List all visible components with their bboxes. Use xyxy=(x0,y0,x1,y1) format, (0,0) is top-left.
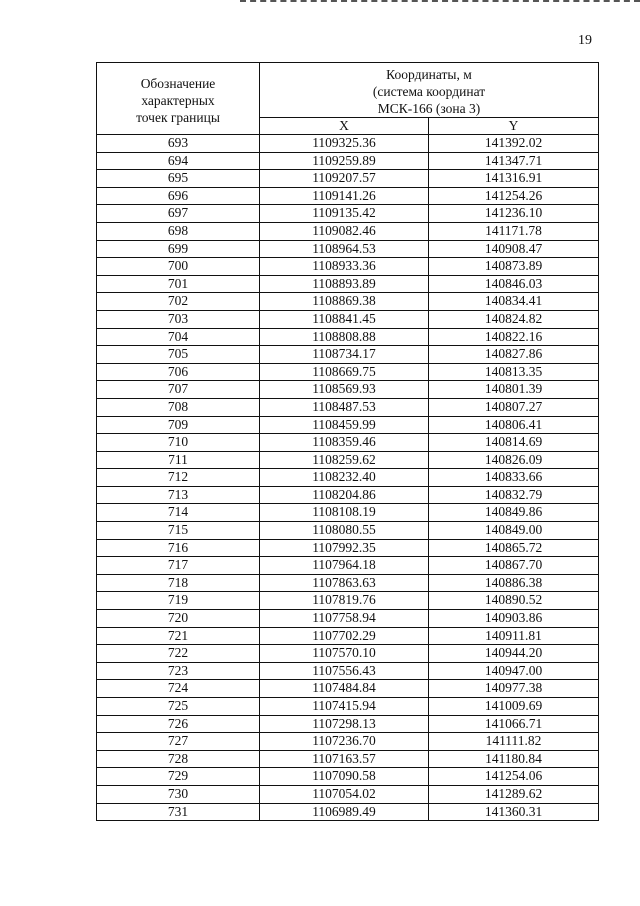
table-row xyxy=(97,381,599,399)
scan-artifact-line xyxy=(240,0,640,6)
y-coordinate-cell: 140801.39 xyxy=(429,381,599,399)
point-id-cell: 694 xyxy=(97,152,260,170)
y-coordinate-cell: 140867.70 xyxy=(429,557,599,575)
y-coordinate-cell: 140806.41 xyxy=(429,416,599,434)
point-id-cell: 713 xyxy=(97,486,260,504)
table-row xyxy=(97,645,599,663)
point-id-cell: 709 xyxy=(97,416,260,434)
y-coordinate-cell: 140834.41 xyxy=(429,293,599,311)
x-coordinate-cell: 1107484.84 xyxy=(260,680,429,698)
point-id-cell: 705 xyxy=(97,346,260,364)
table-row xyxy=(97,662,599,680)
point-id-cell: 701 xyxy=(97,275,260,293)
point-id-cell: 702 xyxy=(97,293,260,311)
table-row xyxy=(97,574,599,592)
point-id-cell: 695 xyxy=(97,170,260,188)
y-coordinate-cell: 140832.79 xyxy=(429,486,599,504)
y-coordinate-cell: 140903.86 xyxy=(429,610,599,628)
point-id-cell: 718 xyxy=(97,574,260,592)
table-row xyxy=(97,592,599,610)
point-id-cell: 697 xyxy=(97,205,260,223)
x-coordinate-cell: 1107054.02 xyxy=(260,785,429,803)
y-coordinate-cell: 141066.71 xyxy=(429,715,599,733)
x-coordinate-cell: 1108232.40 xyxy=(260,469,429,487)
point-id-cell: 707 xyxy=(97,381,260,399)
point-id-cell: 725 xyxy=(97,698,260,716)
x-coordinate-cell: 1107163.57 xyxy=(260,750,429,768)
x-coordinate-cell: 1108669.75 xyxy=(260,363,429,381)
coordinates-table xyxy=(96,62,599,821)
x-coordinate-cell: 1108964.53 xyxy=(260,240,429,258)
x-coordinate-cell: 1108487.53 xyxy=(260,398,429,416)
x-coordinate-cell: 1108933.36 xyxy=(260,258,429,276)
y-coordinate-cell: 141254.26 xyxy=(429,187,599,205)
x-coordinate-cell: 1107702.29 xyxy=(260,627,429,645)
y-coordinate-cell: 140944.20 xyxy=(429,645,599,663)
table-row xyxy=(97,504,599,522)
point-id-cell: 730 xyxy=(97,785,260,803)
table-row xyxy=(97,416,599,434)
table-row xyxy=(97,451,599,469)
y-coordinate-cell: 140890.52 xyxy=(429,592,599,610)
x-coordinate-cell: 1107964.18 xyxy=(260,557,429,575)
page-number: 19 xyxy=(578,33,592,48)
x-coordinate-cell: 1109082.46 xyxy=(260,222,429,240)
table-row xyxy=(97,715,599,733)
x-coordinate-cell: 1107415.94 xyxy=(260,698,429,716)
table-row xyxy=(97,539,599,557)
header-points xyxy=(97,63,260,135)
x-coordinate-cell: 1109325.36 xyxy=(260,135,429,153)
table-row xyxy=(97,240,599,258)
table-row xyxy=(97,785,599,803)
y-coordinate-cell: 141289.62 xyxy=(429,785,599,803)
x-coordinate-cell: 1106989.49 xyxy=(260,803,429,821)
point-id-cell: 729 xyxy=(97,768,260,786)
y-coordinate-cell: 140911.81 xyxy=(429,627,599,645)
x-coordinate-cell: 1107298.13 xyxy=(260,715,429,733)
table-row xyxy=(97,135,599,153)
table-row xyxy=(97,486,599,504)
header-points-line: характерных xyxy=(141,93,215,108)
y-coordinate-cell: 140824.82 xyxy=(429,310,599,328)
table-row xyxy=(97,610,599,628)
point-id-cell: 693 xyxy=(97,135,260,153)
x-coordinate-cell: 1107570.10 xyxy=(260,645,429,663)
table-row xyxy=(97,680,599,698)
x-coordinate-cell: 1109135.42 xyxy=(260,205,429,223)
table-row xyxy=(97,768,599,786)
header-coordinates-line: (система координат xyxy=(372,83,486,99)
y-coordinate-cell: 141347.71 xyxy=(429,152,599,170)
x-coordinate-cell: 1108259.62 xyxy=(260,451,429,469)
y-coordinate-cell: 141392.02 xyxy=(429,135,599,153)
x-coordinate-cell: 1108080.55 xyxy=(260,522,429,540)
y-coordinate-cell: 140814.69 xyxy=(429,434,599,452)
table-row xyxy=(97,803,599,821)
point-id-cell: 720 xyxy=(97,610,260,628)
header-coordinates-line: МСК-166 (зона 3) xyxy=(377,100,481,116)
y-coordinate-cell: 140846.03 xyxy=(429,275,599,293)
y-coordinate-cell: 140827.86 xyxy=(429,346,599,364)
point-id-cell: 731 xyxy=(97,803,260,821)
table-row xyxy=(97,152,599,170)
y-coordinate-cell: 140807.27 xyxy=(429,398,599,416)
table-row xyxy=(97,328,599,346)
table-row xyxy=(97,310,599,328)
y-coordinate-cell: 140947.00 xyxy=(429,662,599,680)
x-coordinate-cell: 1109207.57 xyxy=(260,170,429,188)
x-coordinate-cell: 1108359.46 xyxy=(260,434,429,452)
table-row xyxy=(97,434,599,452)
x-coordinate-cell: 1108108.19 xyxy=(260,504,429,522)
point-id-cell: 704 xyxy=(97,328,260,346)
table-row xyxy=(97,293,599,311)
x-coordinate-cell: 1109259.89 xyxy=(260,152,429,170)
x-coordinate-cell: 1108893.89 xyxy=(260,275,429,293)
y-coordinate-cell: 140833.66 xyxy=(429,469,599,487)
table-row xyxy=(97,627,599,645)
y-coordinate-cell: 141236.10 xyxy=(429,205,599,223)
y-coordinate-cell: 141009.69 xyxy=(429,698,599,716)
point-id-cell: 699 xyxy=(97,240,260,258)
point-id-cell: 696 xyxy=(97,187,260,205)
x-coordinate-cell: 1108869.38 xyxy=(260,293,429,311)
point-id-cell: 724 xyxy=(97,680,260,698)
point-id-cell: 728 xyxy=(97,750,260,768)
y-coordinate-cell: 140849.00 xyxy=(429,522,599,540)
x-coordinate-cell: 1108808.88 xyxy=(260,328,429,346)
point-id-cell: 712 xyxy=(97,469,260,487)
y-coordinate-cell: 141360.31 xyxy=(429,803,599,821)
point-id-cell: 716 xyxy=(97,539,260,557)
point-id-cell: 727 xyxy=(97,733,260,751)
header-x: X xyxy=(260,118,429,135)
x-coordinate-cell: 1108569.93 xyxy=(260,381,429,399)
point-id-cell: 722 xyxy=(97,645,260,663)
y-coordinate-cell: 141316.91 xyxy=(429,170,599,188)
y-coordinate-cell: 141171.78 xyxy=(429,222,599,240)
table-row xyxy=(97,522,599,540)
point-id-cell: 703 xyxy=(97,310,260,328)
y-coordinate-cell: 140822.16 xyxy=(429,328,599,346)
point-id-cell: 723 xyxy=(97,662,260,680)
header-points-line: точек границы xyxy=(136,110,220,125)
point-id-cell: 710 xyxy=(97,434,260,452)
x-coordinate-cell: 1108841.45 xyxy=(260,310,429,328)
y-coordinate-cell: 141111.82 xyxy=(429,733,599,751)
table-row xyxy=(97,363,599,381)
point-id-cell: 715 xyxy=(97,522,260,540)
x-coordinate-cell: 1109141.26 xyxy=(260,187,429,205)
table-row xyxy=(97,733,599,751)
x-coordinate-cell: 1107819.76 xyxy=(260,592,429,610)
table-row xyxy=(97,222,599,240)
header-points-line: Обозначение xyxy=(140,76,216,91)
x-coordinate-cell: 1108734.17 xyxy=(260,346,429,364)
y-coordinate-cell: 140813.35 xyxy=(429,363,599,381)
header-coordinates xyxy=(260,63,599,118)
table-row xyxy=(97,346,599,364)
y-coordinate-cell: 140886.38 xyxy=(429,574,599,592)
table-row xyxy=(97,557,599,575)
x-coordinate-cell: 1107556.43 xyxy=(260,662,429,680)
x-coordinate-cell: 1107992.35 xyxy=(260,539,429,557)
x-coordinate-cell: 1107090.58 xyxy=(260,768,429,786)
point-id-cell: 726 xyxy=(97,715,260,733)
table-row xyxy=(97,398,599,416)
header-coordinates-line: Координаты, м xyxy=(386,66,472,82)
point-id-cell: 700 xyxy=(97,258,260,276)
header-y: Y xyxy=(429,118,599,135)
y-coordinate-cell: 140977.38 xyxy=(429,680,599,698)
point-id-cell: 721 xyxy=(97,627,260,645)
x-coordinate-cell: 1108204.86 xyxy=(260,486,429,504)
point-id-cell: 698 xyxy=(97,222,260,240)
point-id-cell: 706 xyxy=(97,363,260,381)
table-row xyxy=(97,469,599,487)
x-coordinate-cell: 1107236.70 xyxy=(260,733,429,751)
point-id-cell: 714 xyxy=(97,504,260,522)
table-row xyxy=(97,750,599,768)
y-coordinate-cell: 140873.89 xyxy=(429,258,599,276)
x-coordinate-cell: 1107863.63 xyxy=(260,574,429,592)
point-id-cell: 717 xyxy=(97,557,260,575)
table-body xyxy=(97,135,599,821)
y-coordinate-cell: 140826.09 xyxy=(429,451,599,469)
table-row xyxy=(97,170,599,188)
y-coordinate-cell: 140849.86 xyxy=(429,504,599,522)
x-coordinate-cell: 1107758.94 xyxy=(260,610,429,628)
y-coordinate-cell: 141254.06 xyxy=(429,768,599,786)
table-row xyxy=(97,187,599,205)
table-row xyxy=(97,258,599,276)
y-coordinate-cell: 140865.72 xyxy=(429,539,599,557)
point-id-cell: 708 xyxy=(97,398,260,416)
table-row xyxy=(97,275,599,293)
point-id-cell: 711 xyxy=(97,451,260,469)
point-id-cell: 719 xyxy=(97,592,260,610)
table-row xyxy=(97,205,599,223)
x-coordinate-cell: 1108459.99 xyxy=(260,416,429,434)
table-row xyxy=(97,698,599,716)
y-coordinate-cell: 140908.47 xyxy=(429,240,599,258)
y-coordinate-cell: 141180.84 xyxy=(429,750,599,768)
